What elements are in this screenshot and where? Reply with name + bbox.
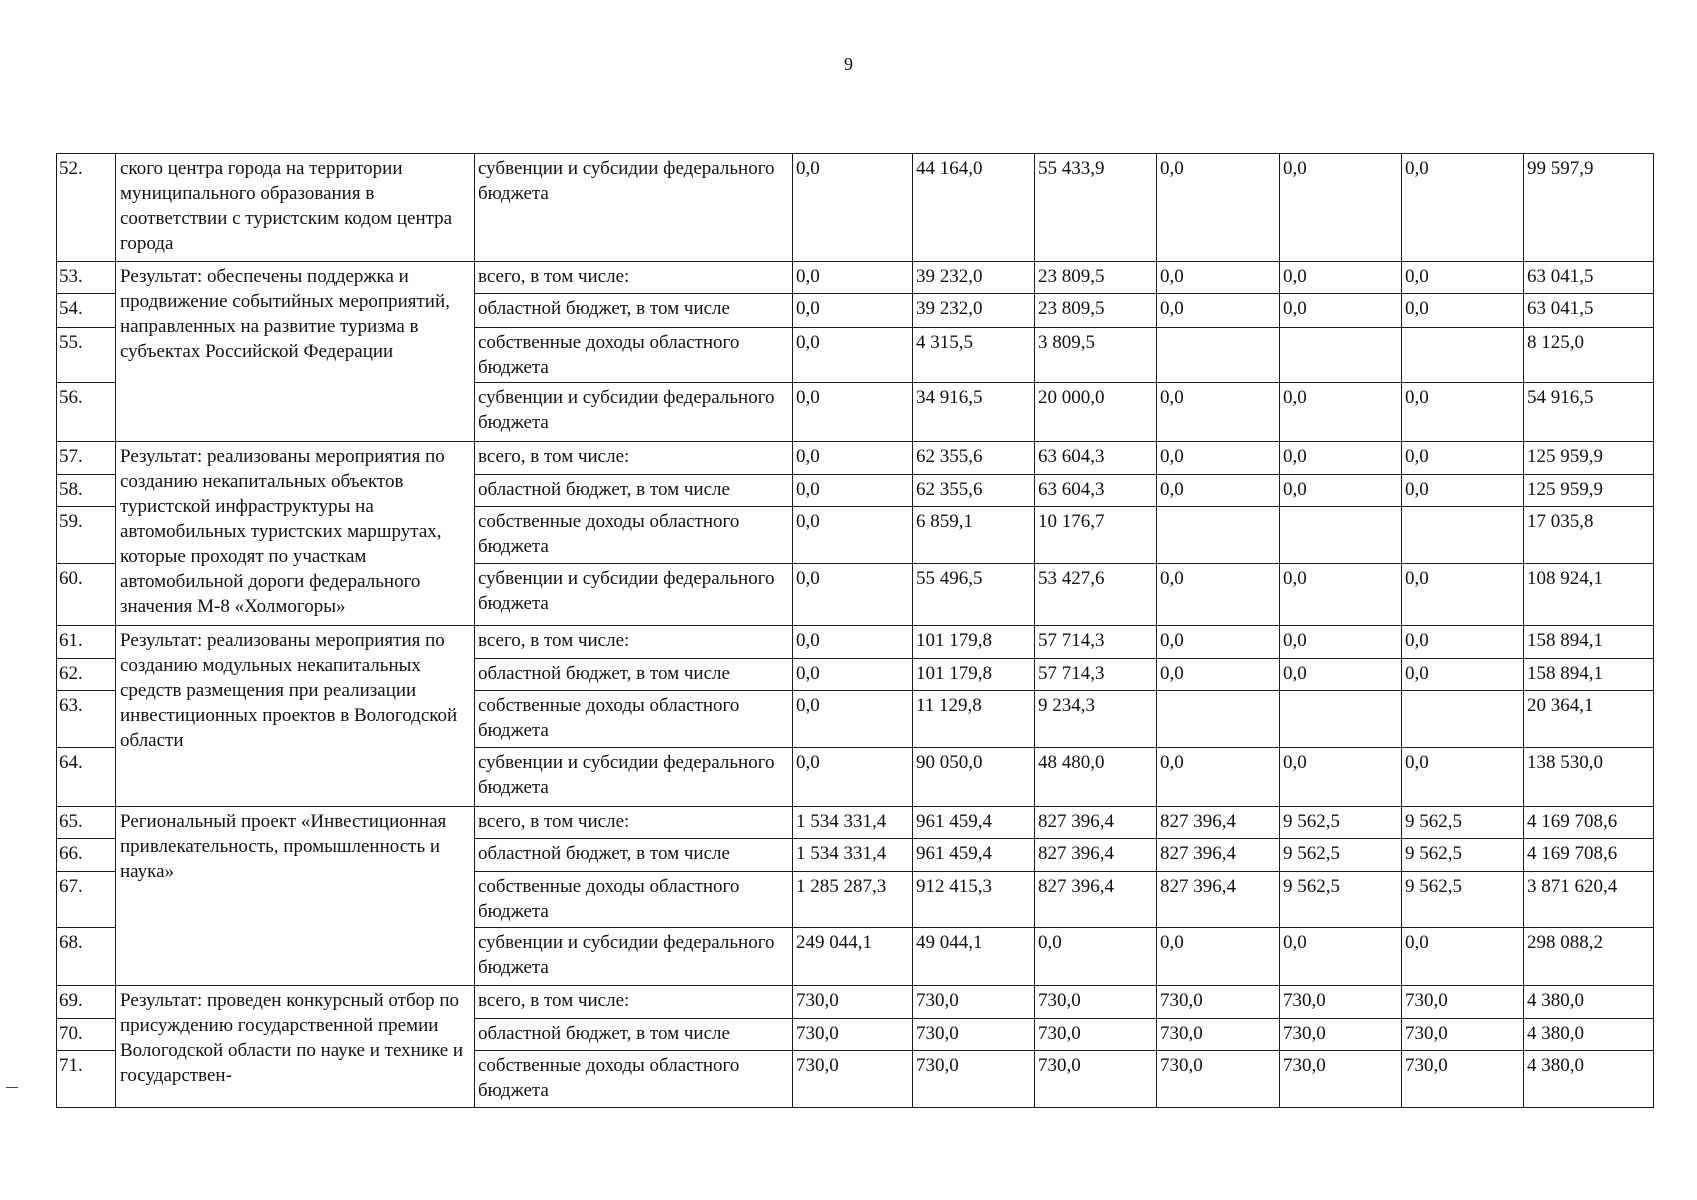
year-value: [1402, 328, 1524, 383]
row-number: 69.: [57, 986, 116, 1019]
funding-source: собственные доходы областного бюджета: [475, 507, 793, 564]
year-value: 0,0: [793, 564, 913, 626]
year-value: 0,0: [793, 294, 913, 328]
table-row: [57, 262, 1654, 294]
row-number: 63.: [57, 691, 116, 748]
year-value: 0,0: [793, 691, 913, 748]
year-value: 0,0: [1402, 659, 1524, 691]
row-number: 58.: [57, 475, 116, 507]
year-value: 0,0: [1035, 928, 1157, 986]
total-value: 4 169 708,6: [1524, 839, 1654, 872]
year-value: 90 050,0: [913, 748, 1035, 807]
total-value: 20 364,1: [1524, 691, 1654, 748]
year-value: 730,0: [913, 1051, 1035, 1108]
year-value: 44 164,0: [913, 154, 1035, 262]
year-value: 0,0: [1402, 442, 1524, 475]
year-value: 9 562,5: [1280, 839, 1402, 872]
year-value: 48 480,0: [1035, 748, 1157, 807]
row-number: 59.: [57, 507, 116, 564]
year-value: 9 562,5: [1402, 839, 1524, 872]
year-value: 63 604,3: [1035, 475, 1157, 507]
year-value: 9 234,3: [1035, 691, 1157, 748]
item-name: Результат: обеспечены поддержка и продвижение событийных мероприятий, направленных на развитие туризма в субъектах Российской Федерации: [116, 262, 475, 442]
year-value: 39 232,0: [913, 294, 1035, 328]
year-value: 39 232,0: [913, 262, 1035, 294]
total-value: 158 894,1: [1524, 659, 1654, 691]
row-number: 56.: [57, 383, 116, 442]
year-value: 57 714,3: [1035, 659, 1157, 691]
row-number: 71.: [57, 1051, 116, 1108]
row-number: 64.: [57, 748, 116, 807]
total-value: 4 380,0: [1524, 1051, 1654, 1108]
year-value: 912 415,3: [913, 872, 1035, 928]
year-value: 0,0: [793, 262, 913, 294]
year-value: 0,0: [793, 328, 913, 383]
funding-source: субвенции и субсидии федерального бюджета: [475, 748, 793, 807]
year-value: 23 809,5: [1035, 262, 1157, 294]
year-value: 0,0: [1402, 262, 1524, 294]
table-body: [57, 154, 1654, 1108]
year-value: 961 459,4: [913, 839, 1035, 872]
year-value: 55 496,5: [913, 564, 1035, 626]
year-value: 0,0: [1402, 154, 1524, 262]
funding-source: собственные доходы областного бюджета: [475, 1051, 793, 1108]
year-value: 0,0: [793, 475, 913, 507]
year-value: 0,0: [793, 507, 913, 564]
total-value: 298 088,2: [1524, 928, 1654, 986]
year-value: 0,0: [1280, 626, 1402, 659]
year-value: 0,0: [1157, 659, 1280, 691]
funding-source: субвенции и субсидии федерального бюджета: [475, 564, 793, 626]
funding-source: собственные доходы областного бюджета: [475, 872, 793, 928]
total-value: 4 169 708,6: [1524, 807, 1654, 839]
funding-source: всего, в том числе:: [475, 807, 793, 839]
year-value: 0,0: [1402, 475, 1524, 507]
year-value: 730,0: [1280, 986, 1402, 1019]
year-value: 0,0: [1402, 294, 1524, 328]
year-value: 0,0: [1402, 383, 1524, 442]
year-value: 0,0: [1280, 294, 1402, 328]
year-value: 0,0: [1157, 626, 1280, 659]
total-value: 158 894,1: [1524, 626, 1654, 659]
funding-source: областной бюджет, в том числе: [475, 659, 793, 691]
year-value: 0,0: [1157, 748, 1280, 807]
year-value: 101 179,8: [913, 659, 1035, 691]
year-value: 730,0: [793, 1019, 913, 1051]
year-value: 9 562,5: [1280, 872, 1402, 928]
year-value: 0,0: [793, 748, 913, 807]
funding-source: областной бюджет, в том числе: [475, 294, 793, 328]
row-number: 68.: [57, 928, 116, 986]
year-value: 730,0: [1035, 986, 1157, 1019]
year-value: 55 433,9: [1035, 154, 1157, 262]
year-value: [1402, 691, 1524, 748]
year-value: 961 459,4: [913, 807, 1035, 839]
year-value: 0,0: [793, 659, 913, 691]
year-value: 0,0: [1402, 564, 1524, 626]
year-value: 1 534 331,4: [793, 839, 913, 872]
funding-source: субвенции и субсидии федерального бюджета: [475, 383, 793, 442]
year-value: 63 604,3: [1035, 442, 1157, 475]
budget-table: [56, 153, 1654, 1108]
row-number: 60.: [57, 564, 116, 626]
year-value: 0,0: [793, 442, 913, 475]
row-number: 61.: [57, 626, 116, 659]
year-value: 0,0: [1157, 564, 1280, 626]
funding-source: всего, в том числе:: [475, 442, 793, 475]
year-value: [1402, 507, 1524, 564]
table-row: [57, 626, 1654, 659]
year-value: 0,0: [1157, 262, 1280, 294]
year-value: 23 809,5: [1035, 294, 1157, 328]
row-number: 55.: [57, 328, 116, 383]
item-name: Региональный проект «Инвестиционная привлекательность, промышленность и наука»: [116, 807, 475, 986]
year-value: 730,0: [1157, 986, 1280, 1019]
year-value: 1 285 287,3: [793, 872, 913, 928]
funding-source: собственные доходы областного бюджета: [475, 691, 793, 748]
funding-source: субвенции и субсидии федерального бюджета: [475, 154, 793, 262]
funding-source: всего, в том числе:: [475, 626, 793, 659]
total-value: 3 871 620,4: [1524, 872, 1654, 928]
table-row: [57, 442, 1654, 475]
year-value: 249 044,1: [793, 928, 913, 986]
year-value: 3 809,5: [1035, 328, 1157, 383]
total-value: 4 380,0: [1524, 986, 1654, 1019]
year-value: 6 859,1: [913, 507, 1035, 564]
year-value: 0,0: [1280, 262, 1402, 294]
year-value: 730,0: [913, 1019, 1035, 1051]
total-value: 63 041,5: [1524, 294, 1654, 328]
year-value: 1 534 331,4: [793, 807, 913, 839]
year-value: 730,0: [793, 1051, 913, 1108]
row-number: 53.: [57, 262, 116, 294]
year-value: 827 396,4: [1157, 839, 1280, 872]
year-value: 0,0: [1280, 154, 1402, 262]
funding-source: всего, в том числе:: [475, 986, 793, 1019]
year-value: 34 916,5: [913, 383, 1035, 442]
year-value: 0,0: [1402, 748, 1524, 807]
year-value: 0,0: [1157, 383, 1280, 442]
page-number: 9: [844, 54, 853, 74]
total-value: 125 959,9: [1524, 442, 1654, 475]
year-value: 0,0: [1280, 383, 1402, 442]
scan-mark: [6, 1087, 18, 1088]
year-value: 0,0: [1157, 154, 1280, 262]
year-value: 53 427,6: [1035, 564, 1157, 626]
year-value: 0,0: [1280, 564, 1402, 626]
year-value: 730,0: [1402, 1019, 1524, 1051]
table-row: [57, 807, 1654, 839]
year-value: 827 396,4: [1035, 872, 1157, 928]
year-value: 0,0: [1157, 294, 1280, 328]
total-value: 108 924,1: [1524, 564, 1654, 626]
total-value: 125 959,9: [1524, 475, 1654, 507]
row-number: 54.: [57, 294, 116, 328]
year-value: [1157, 691, 1280, 748]
funding-source: всего, в том числе:: [475, 262, 793, 294]
total-value: 54 916,5: [1524, 383, 1654, 442]
total-value: 63 041,5: [1524, 262, 1654, 294]
table-row: [57, 986, 1654, 1019]
year-value: 827 396,4: [1035, 807, 1157, 839]
year-value: 0,0: [1157, 475, 1280, 507]
funding-source: субвенции и субсидии федерального бюджета: [475, 928, 793, 986]
table-row: [57, 154, 1654, 262]
year-value: 730,0: [1402, 986, 1524, 1019]
year-value: 57 714,3: [1035, 626, 1157, 659]
row-number: 62.: [57, 659, 116, 691]
year-value: 730,0: [1402, 1051, 1524, 1108]
total-value: 4 380,0: [1524, 1019, 1654, 1051]
year-value: 9 562,5: [1280, 807, 1402, 839]
year-value: 0,0: [1402, 626, 1524, 659]
funding-source: областной бюджет, в том числе: [475, 475, 793, 507]
year-value: 49 044,1: [913, 928, 1035, 986]
year-value: 4 315,5: [913, 328, 1035, 383]
total-value: 99 597,9: [1524, 154, 1654, 262]
year-value: [1157, 328, 1280, 383]
row-number: 57.: [57, 442, 116, 475]
year-value: 0,0: [1280, 475, 1402, 507]
year-value: 0,0: [793, 383, 913, 442]
year-value: 827 396,4: [1157, 872, 1280, 928]
total-value: 17 035,8: [1524, 507, 1654, 564]
item-name: Результат: проведен конкурсный отбор по присуждению государственной премии Вологодской области по науке и технике и государствен-: [116, 986, 475, 1108]
year-value: 730,0: [1280, 1019, 1402, 1051]
year-value: 20 000,0: [1035, 383, 1157, 442]
year-value: 10 176,7: [1035, 507, 1157, 564]
item-name: Результат: реализованы мероприятия по созданию модульных некапитальных средств размещения при реализации инвестиционных проектов в Вологодской области: [116, 626, 475, 807]
year-value: 0,0: [1280, 748, 1402, 807]
row-number: 65.: [57, 807, 116, 839]
item-name: Результат: реализованы мероприятия по созданию некапитальных объектов туристской инфраструктуры на автомобильных туристских маршрутах, которые проходят по участкам автомобильной дороги федерального значения М-8 «Холмогоры»: [116, 442, 475, 626]
total-value: 138 530,0: [1524, 748, 1654, 807]
year-value: 9 562,5: [1402, 872, 1524, 928]
year-value: 730,0: [1280, 1051, 1402, 1108]
year-value: 0,0: [1157, 928, 1280, 986]
year-value: 827 396,4: [1157, 807, 1280, 839]
year-value: 827 396,4: [1035, 839, 1157, 872]
year-value: 0,0: [1280, 928, 1402, 986]
year-value: 0,0: [1280, 659, 1402, 691]
year-value: 11 129,8: [913, 691, 1035, 748]
year-value: 62 355,6: [913, 475, 1035, 507]
year-value: [1280, 507, 1402, 564]
year-value: [1280, 691, 1402, 748]
year-value: 730,0: [1035, 1051, 1157, 1108]
funding-source: областной бюджет, в том числе: [475, 1019, 793, 1051]
year-value: 62 355,6: [913, 442, 1035, 475]
year-value: 730,0: [1157, 1051, 1280, 1108]
year-value: 0,0: [793, 626, 913, 659]
funding-source: собственные доходы областного бюджета: [475, 328, 793, 383]
year-value: 730,0: [913, 986, 1035, 1019]
row-number: 67.: [57, 872, 116, 928]
year-value: 730,0: [1035, 1019, 1157, 1051]
year-value: 0,0: [1157, 442, 1280, 475]
year-value: 730,0: [793, 986, 913, 1019]
year-value: 0,0: [1280, 442, 1402, 475]
row-number: 70.: [57, 1019, 116, 1051]
year-value: 730,0: [1157, 1019, 1280, 1051]
year-value: 0,0: [1402, 928, 1524, 986]
year-value: 101 179,8: [913, 626, 1035, 659]
item-name: ского центра города на территории муниципального образования в соответствии с туристским кодом центра города: [116, 154, 475, 262]
row-number: 52.: [57, 154, 116, 262]
row-number: 66.: [57, 839, 116, 872]
year-value: 0,0: [793, 154, 913, 262]
total-value: 8 125,0: [1524, 328, 1654, 383]
year-value: [1280, 328, 1402, 383]
funding-source: областной бюджет, в том числе: [475, 839, 793, 872]
year-value: [1157, 507, 1280, 564]
year-value: 9 562,5: [1402, 807, 1524, 839]
